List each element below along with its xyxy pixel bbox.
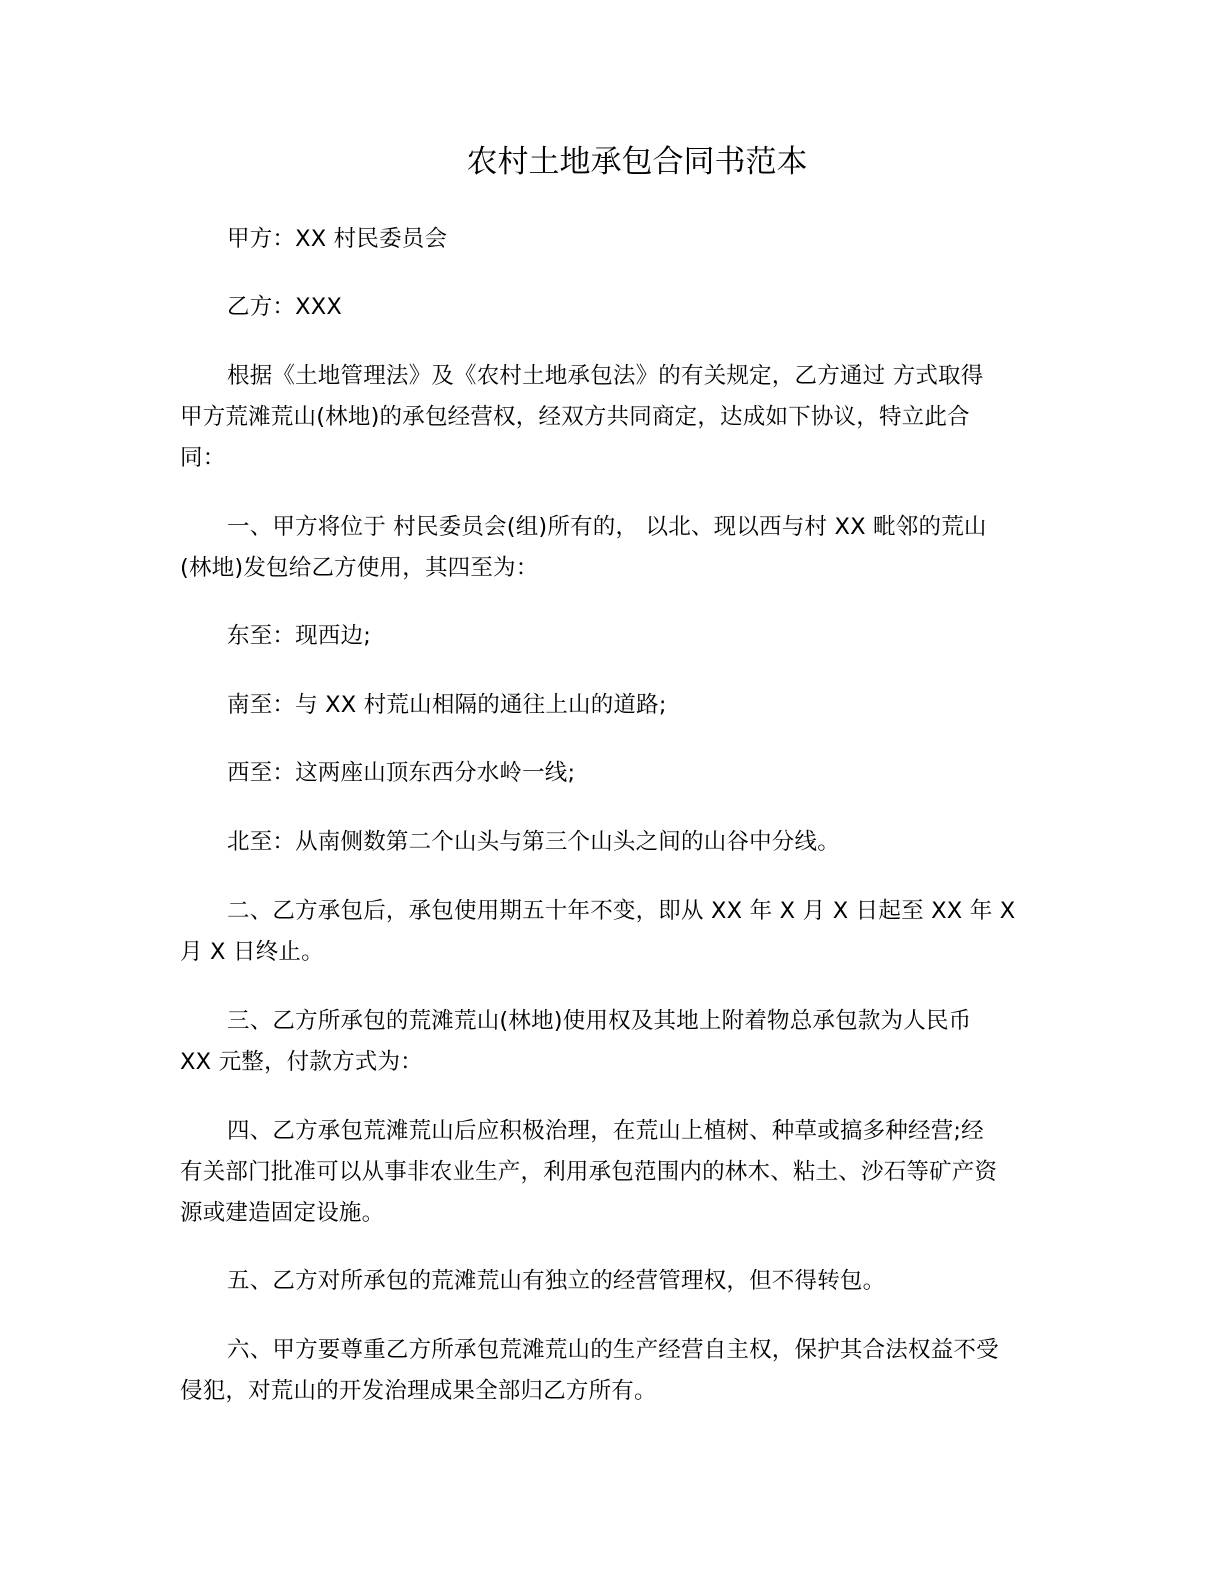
preamble-line: 同：: [180, 445, 226, 471]
clause-line: 二、乙方承包后，承包使用期五十年不变，即从 XX 年 X 月 X 日起至 XX 年 X: [227, 898, 1016, 924]
clause-line: 东至：现西边;: [227, 623, 371, 649]
clause-line: 侵犯，对荒山的开发治理成果全部归乙方所有。: [180, 1378, 657, 1404]
clause-1: [180, 507, 1038, 589]
clause-line: 四、乙方承包荒滩荒山后应积极治理，在荒山上植树、种草或搞多种经营;经: [227, 1118, 984, 1144]
clause-line: XX 元整，付款方式为：: [180, 1049, 423, 1075]
clause-4: [180, 1111, 1038, 1234]
clause-line: 源或建造固定设施。: [180, 1200, 385, 1226]
clause-2: [180, 891, 1038, 973]
party-a: [180, 219, 1038, 260]
clause-line: (林地)发包给乙方使用，其四至为：: [180, 555, 539, 581]
boundary-west: [180, 753, 1038, 794]
clause-line: 南至：与 XX 村荒山相隔的通往上山的道路;: [227, 692, 667, 718]
clause-5: [180, 1261, 1038, 1302]
clause-line: 月 X 日终止。: [180, 939, 324, 965]
preamble-line: 根据《土地管理法》及《农村土地承包法》的有关规定，乙方通过 方式取得: [227, 363, 984, 389]
clause-line: 六、甲方要尊重乙方所承包荒滩荒山的生产经营自主权，保护其合法权益不受: [227, 1337, 999, 1363]
preamble-line: 甲方荒滩荒山(林地)的承包经营权，经双方共同商定，达成如下协议，特立此合: [180, 404, 970, 430]
preamble: [180, 356, 1038, 479]
boundary-east: [180, 616, 1038, 657]
party-b-text: 乙方：XXX: [227, 294, 342, 320]
boundary-south: [180, 685, 1038, 726]
clause-line: 西至：这两座山顶东西分水岭一线;: [227, 760, 576, 786]
clause-3: [180, 1001, 1038, 1083]
clause-line: 北至：从南侧数第二个山头与第三个山头之间的山谷中分线。: [227, 829, 840, 855]
document-title: 农村土地承包合同书范本: [466, 144, 808, 180]
clause-6: [180, 1330, 1038, 1412]
boundary-north: [180, 822, 1038, 863]
party-a-text: 甲方：XX 村民委员会: [227, 226, 448, 252]
clause-line: 三、乙方所承包的荒滩荒山(林地)使用权及其地上附着物总承包款为人民币: [227, 1008, 972, 1034]
party-b: [180, 287, 1038, 328]
clause-line: 有关部门批准可以从事非农业生产，利用承包范围内的林木、粘土、沙石等矿产资: [180, 1159, 998, 1185]
clause-line: 一、甲方将位于 村民委员会(组)所有的， 以北、现以西与村 XX 毗邻的荒山: [227, 514, 987, 540]
clause-line: 五、乙方对所承包的荒滩荒山有独立的经营管理权，但不得转包。: [227, 1268, 886, 1294]
